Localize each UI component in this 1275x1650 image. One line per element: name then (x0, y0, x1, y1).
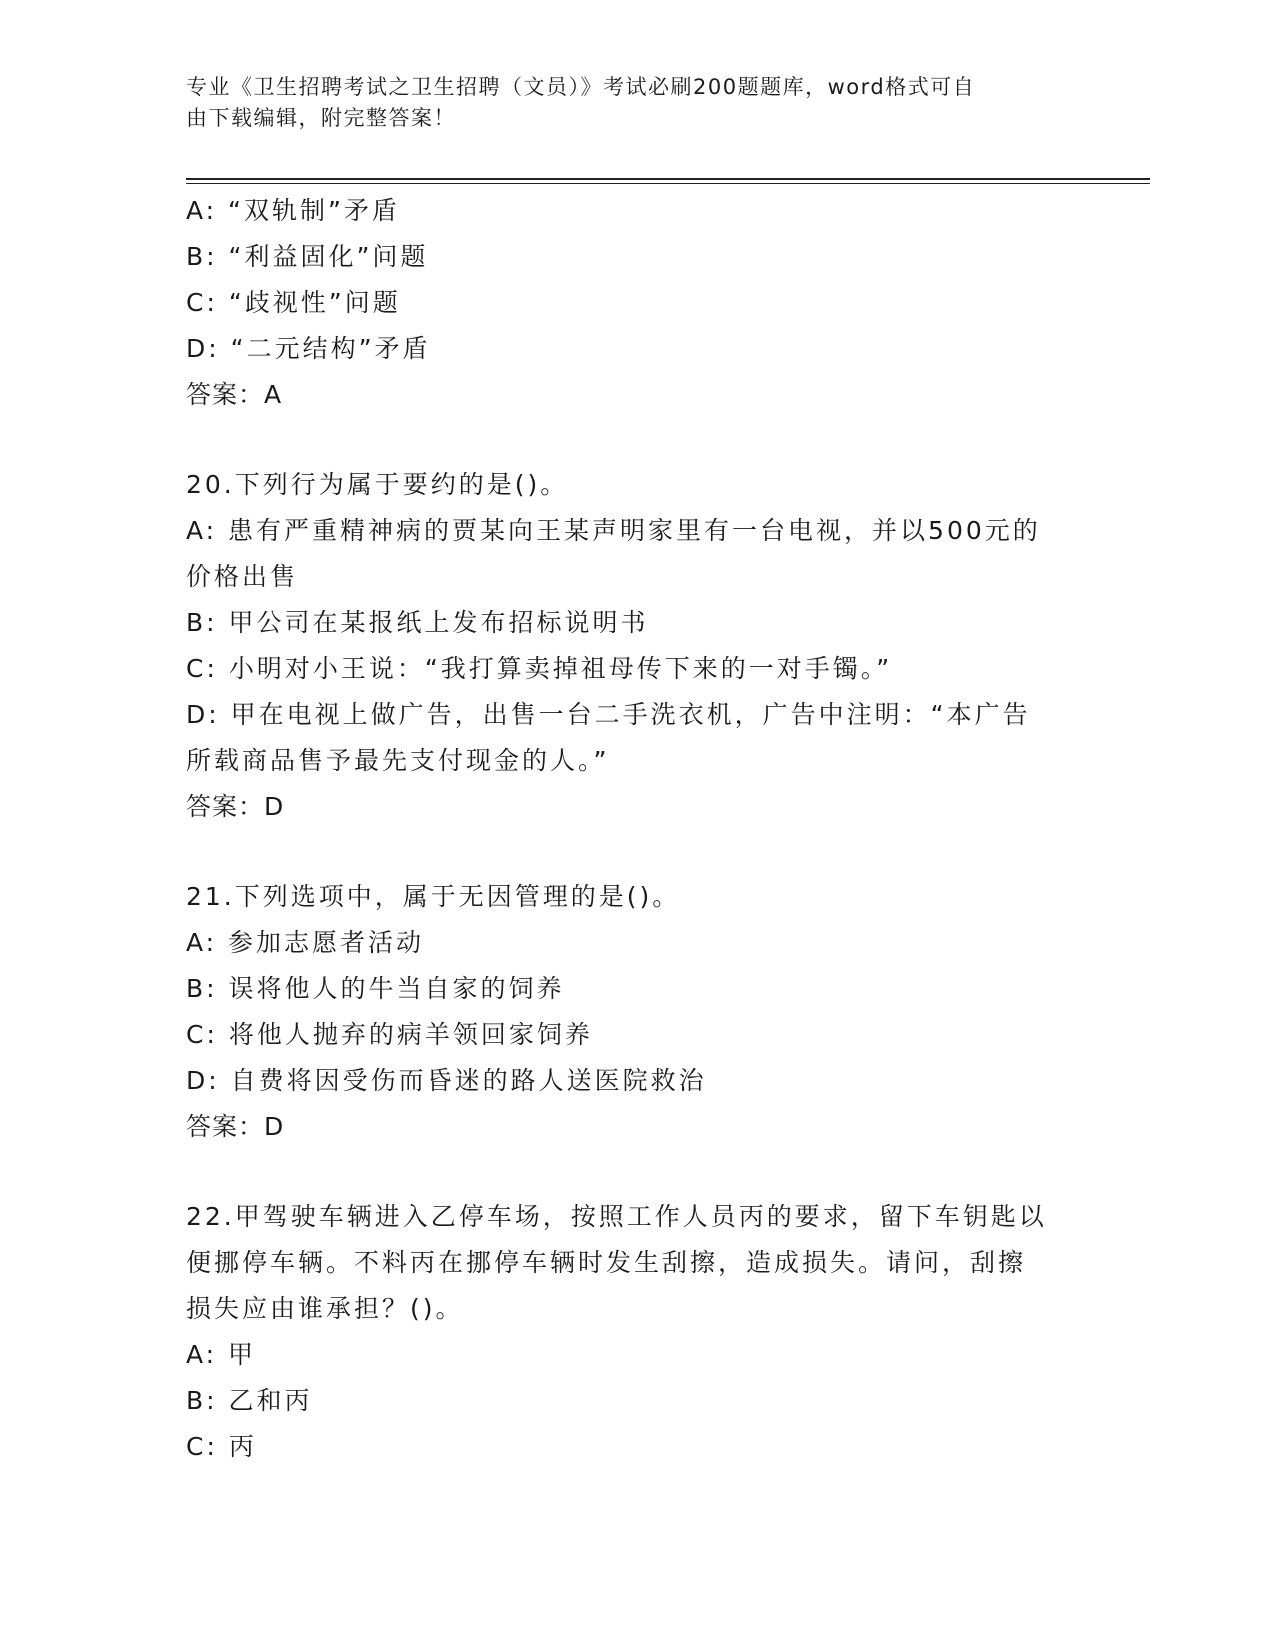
option-a: A: “双轨制”矛盾 (186, 196, 400, 225)
option-d-line-1: D: 甲在电视上做广告，出售一台二手洗衣机，广告中注明：“本广告 (186, 700, 1031, 729)
option-d: D: “二元结构”矛盾 (186, 334, 431, 363)
question-text-line-2: 便挪停车辆。不料丙在挪停车辆时发生刮擦，造成损失。请问，刮擦 (186, 1248, 1027, 1277)
question-list (186, 188, 1086, 1470)
question-text-line-3: 损失应由谁承担？()。 (186, 1294, 464, 1323)
option-c: C: “歧视性”问题 (186, 288, 401, 317)
header-line-2: 由下载编辑，附完整答案！ (186, 106, 456, 130)
answer: 答案：A (186, 380, 283, 409)
header-rule-thick (186, 178, 1150, 180)
option-d: D: 自费将因受伤而昏迷的路人送医院救治 (186, 1066, 707, 1095)
option-c: C: 将他人抛弃的病羊领回家饲养 (186, 1020, 593, 1049)
header-line-1: 专业《卫生招聘考试之卫生招聘（文员）》考试必刷200题题库，word格式可自 (186, 75, 976, 99)
spacer (186, 418, 1086, 462)
option-b: B: 甲公司在某报纸上发布招标说明书 (186, 608, 649, 637)
option-a-line-2: 价格出售 (186, 562, 299, 591)
question-block-22 (186, 1194, 1086, 1470)
option-a-line-1: A: 患有严重精神病的贾某向王某声明家里有一台电视，并以500元的 (186, 516, 1041, 545)
option-c: C: 小明对小王说：“我打算卖掉祖母传下来的一对手镯。” (186, 654, 893, 683)
option-a: A: 甲 (186, 1340, 257, 1369)
option-a: A: 参加志愿者活动 (186, 928, 425, 957)
question-block-21 (186, 874, 1086, 1150)
spacer (186, 1150, 1086, 1194)
option-b: B: 乙和丙 (186, 1386, 313, 1415)
option-b: B: 误将他人的牛当自家的饲养 (186, 974, 565, 1003)
option-b: B: “利益固化”问题 (186, 242, 429, 271)
option-d-line-2: 所载商品售予最先支付现金的人。” (186, 746, 610, 775)
question-text-line-1: 22.甲驾驶车辆进入乙停车场，按照工作人员丙的要求，留下车钥匙以 (186, 1202, 1047, 1231)
header-rule-thin (186, 183, 1150, 184)
answer: 答案：D (186, 792, 285, 821)
question-block-19 (186, 188, 1086, 418)
document-header (186, 72, 1066, 134)
answer: 答案：D (186, 1112, 285, 1141)
question-block-20 (186, 462, 1086, 830)
spacer (186, 830, 1086, 874)
question-text: 20.下列行为属于要约的是()。 (186, 470, 569, 499)
option-c: C: 丙 (186, 1432, 257, 1461)
question-text: 21.下列选项中，属于无因管理的是()。 (186, 882, 681, 911)
